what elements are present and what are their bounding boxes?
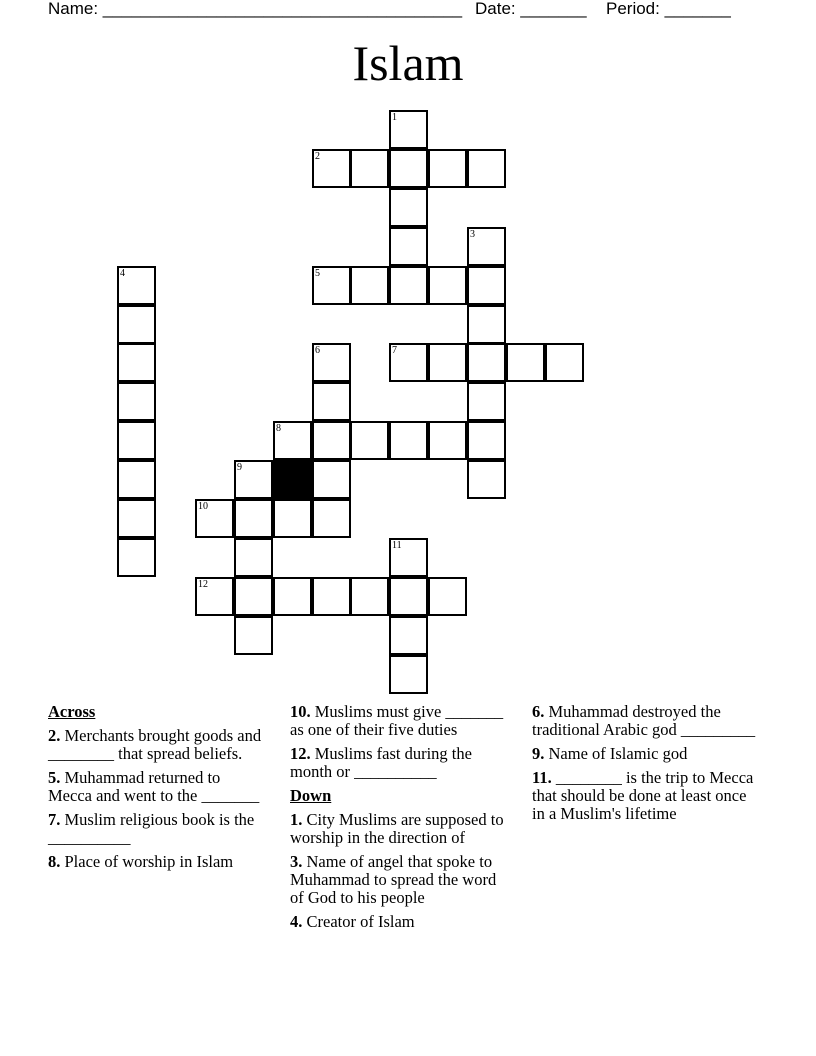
clue-number: 10. — [290, 702, 311, 721]
crossword-cell[interactable] — [273, 499, 312, 538]
clue-number: 1. — [290, 810, 303, 829]
crossword-cell[interactable] — [117, 421, 156, 460]
crossword-cell[interactable] — [117, 538, 156, 577]
crossword-cell[interactable] — [389, 266, 428, 305]
clue-text: Muhammad destroyed the traditional Arabic god _________ — [532, 702, 756, 739]
clues-column-2 — [290, 703, 508, 937]
crossword-cell[interactable] — [234, 616, 273, 655]
name-field[interactable]: Name: ______________________________________ — [48, 0, 463, 18]
crossword-cell[interactable] — [117, 499, 156, 538]
blocked-cell — [273, 460, 312, 499]
crossword-cell[interactable] — [389, 149, 428, 188]
period-field[interactable]: Period: _______ — [606, 0, 731, 18]
clue-across-2 — [48, 727, 266, 763]
crossword-cell[interactable] — [467, 343, 506, 382]
cell-number: 10 — [198, 501, 208, 512]
clue-number: 8. — [48, 852, 61, 871]
crossword-cell[interactable] — [389, 227, 428, 266]
crossword-cell[interactable] — [234, 577, 273, 616]
crossword-cell[interactable] — [506, 343, 545, 382]
clue-number: 2. — [48, 726, 61, 745]
crossword-cell[interactable] — [312, 149, 351, 188]
clue-number: 12. — [290, 744, 311, 763]
crossword-cell[interactable] — [428, 577, 467, 616]
crossword-cell[interactable] — [389, 343, 428, 382]
crossword-cell[interactable] — [117, 382, 156, 421]
crossword-cell[interactable] — [389, 421, 428, 460]
crossword-cell[interactable] — [545, 343, 584, 382]
crossword-cell[interactable] — [234, 460, 273, 499]
crossword-cell[interactable] — [234, 538, 273, 577]
cell-number: 5 — [315, 268, 320, 279]
clue-down-3 — [290, 853, 508, 907]
crossword-cell[interactable] — [234, 499, 273, 538]
cell-number: 3 — [470, 229, 475, 240]
clue-text: City Muslims are supposed to worship in the direction of — [290, 810, 504, 847]
cell-number: 8 — [276, 423, 281, 434]
crossword-cell[interactable] — [467, 227, 506, 266]
cell-number: 9 — [237, 462, 242, 473]
clue-down-9 — [532, 745, 757, 763]
cell-number: 4 — [120, 268, 125, 279]
crossword-cell[interactable] — [389, 655, 428, 694]
crossword-cell[interactable] — [389, 188, 428, 227]
crossword-cell[interactable] — [312, 382, 351, 421]
crossword-cell[interactable] — [350, 149, 389, 188]
clue-text: Muslims must give _______ as one of their five duties — [290, 702, 504, 739]
crossword-cell[interactable] — [467, 266, 506, 305]
crossword-cell[interactable] — [117, 460, 156, 499]
crossword-cell[interactable] — [117, 266, 156, 305]
clue-text: Name of angel that spoke to Muhammad to spread the word of God to his people — [290, 852, 497, 907]
cell-number: 7 — [392, 345, 397, 356]
crossword-cell[interactable] — [117, 343, 156, 382]
crossword-cell[interactable] — [389, 577, 428, 616]
crossword-cell[interactable] — [312, 577, 351, 616]
clue-across-8 — [48, 853, 266, 871]
clue-number: 5. — [48, 768, 61, 787]
crossword-cell[interactable] — [350, 266, 389, 305]
crossword-cell[interactable] — [312, 266, 351, 305]
clue-text: Merchants brought goods and ________ that spread beliefs. — [48, 726, 262, 763]
clue-number: 11. — [532, 768, 552, 787]
clue-text: Muslim religious book is the __________ — [48, 810, 255, 847]
clue-text: Creator of Islam — [306, 912, 415, 931]
clue-down-11 — [532, 769, 757, 823]
crossword-cell[interactable] — [428, 149, 467, 188]
crossword-cell[interactable] — [467, 460, 506, 499]
clue-text: Muslims fast during the month or __________ — [290, 744, 472, 781]
clue-across-12 — [290, 745, 508, 781]
crossword-cell[interactable] — [312, 460, 351, 499]
clue-down-1 — [290, 811, 508, 847]
crossword-cell[interactable] — [117, 305, 156, 344]
crossword-cell[interactable] — [195, 577, 234, 616]
crossword-cell[interactable] — [273, 421, 312, 460]
crossword-cell[interactable] — [467, 382, 506, 421]
clue-text: Muhammad returned to Mecca and went to the _______ — [48, 768, 260, 805]
cell-number: 12 — [198, 579, 208, 590]
crossword-cell[interactable] — [273, 577, 312, 616]
across-heading: Across — [48, 702, 96, 721]
cell-number: 6 — [315, 345, 320, 356]
crossword-cell[interactable] — [389, 616, 428, 655]
crossword-cell[interactable] — [350, 577, 389, 616]
clue-number: 4. — [290, 912, 303, 931]
crossword-cell[interactable] — [312, 499, 351, 538]
cell-number: 2 — [315, 151, 320, 162]
clue-number: 6. — [532, 702, 545, 721]
crossword-cell[interactable] — [389, 538, 428, 577]
crossword-cell[interactable] — [389, 110, 428, 149]
clue-down-6 — [532, 703, 757, 739]
clue-across-10 — [290, 703, 508, 739]
crossword-cell[interactable] — [467, 305, 506, 344]
clue-text: Name of Islamic god — [548, 744, 688, 763]
crossword-cell[interactable] — [312, 343, 351, 382]
crossword-cell[interactable] — [428, 343, 467, 382]
crossword-cell[interactable] — [428, 421, 467, 460]
page-title: Islam — [352, 35, 464, 91]
crossword-cell[interactable] — [350, 421, 389, 460]
clue-text: ________ is the trip to Mecca that should be done at least once in a Muslim's lifetime — [532, 768, 754, 823]
cell-number: 11 — [392, 540, 402, 551]
crossword-cell[interactable] — [428, 266, 467, 305]
crossword-cell[interactable] — [467, 149, 506, 188]
clue-across-5 — [48, 769, 266, 805]
clue-number: 3. — [290, 852, 303, 871]
down-heading: Down — [290, 786, 332, 805]
clues-column-3 — [532, 703, 757, 829]
cell-number: 1 — [392, 112, 397, 123]
crossword-cell[interactable] — [467, 421, 506, 460]
date-field[interactable]: Date: _______ — [475, 0, 587, 18]
crossword-cell[interactable] — [312, 421, 351, 460]
clue-down-4 — [290, 913, 508, 931]
clue-number: 7. — [48, 810, 61, 829]
clue-number: 9. — [532, 744, 545, 763]
clue-across-7 — [48, 811, 266, 847]
clue-text: Place of worship in Islam — [64, 852, 234, 871]
crossword-cell[interactable] — [195, 499, 234, 538]
clues-column-1 — [48, 703, 266, 877]
